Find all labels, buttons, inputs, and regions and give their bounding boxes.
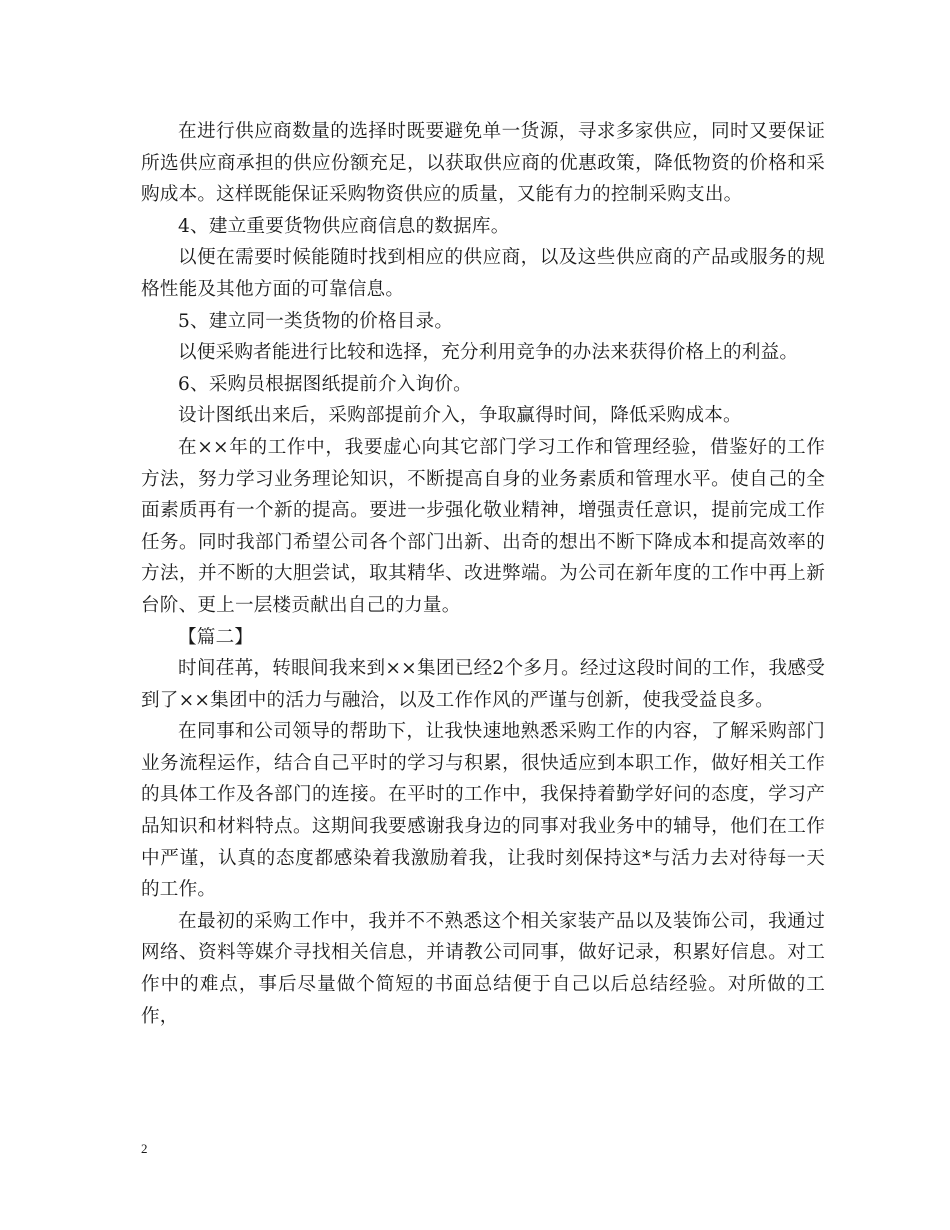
paragraph-initial-procurement: 在最初的采购工作中，我并不不熟悉这个相关家装产品以及装饰公司，我通过网络、资料等媒介寻找相关信息，并请教公司同事，做好记录，积累好信息。对工作中的难点，事后尽量做个简短的书面总结便于自己以后总结经验。对所做的工作，: [141, 910, 825, 1027]
paragraph-item-6-body: 设计图纸出来后，采购部提前介入，争取赢得时间，降低采购成本。: [178, 405, 742, 427]
section-heading-part-two: 【篇二】: [178, 626, 254, 648]
paragraph-time-flies: 时间荏苒，转眼间我来到××集团已经2个多月。经过这段时间的工作，我感受到了××集团中的活力与融洽，以及工作作风的严谨与创新，使我受益良多。: [141, 658, 825, 711]
page-number: 2: [141, 1141, 148, 1156]
paragraph-item-4-heading: 4、建立重要货物供应商信息的数据库。: [178, 215, 510, 237]
document-body: [141, 116, 825, 1032]
paragraph-supplier-quantity: 在进行供应商数量的选择时既要避免单一货源，寻求多家供应，同时又要保证所选供应商承担的供应份额充足，以获取供应商的优惠政策，降低物资的价格和采购成本。这样既能保证采购物资供应的质量，又能有力的控制采购支出。: [141, 121, 825, 206]
paragraph-year-plan: 在××年的工作中，我要虚心向其它部门学习工作和管理经验，借鉴好的工作方法，努力学习业务理论知识，不断提高自身的业务素质和管理水平。使自己的全面素质再有一个新的提高。要进一步强化敬业精神，增强责任意识，提前完成工作任务。同时我部门希望公司各个部门出新、出奇的想出不断下降成本和提高效率的方法，并不断的大胆尝试，取其精华、改进弊端。为公司在新年度的工作中再上新台阶、更上一层楼贡献出自己的力量。: [141, 436, 825, 616]
paragraph-item-5-heading: 5、建立同一类货物的价格目录。: [178, 310, 454, 332]
paragraph-item-5-body: 以便采购者能进行比较和选择，充分利用竞争的办法来获得价格上的利益。: [178, 342, 799, 364]
paragraph-item-6-heading: 6、采购员根据图纸提前介入询价。: [178, 373, 472, 395]
paragraph-item-4-body: 以便在需要时候能随时找到相应的供应商，以及这些供应商的产品或服务的规格性能及其他方面的可靠信息。: [141, 247, 825, 300]
paragraph-colleague-help: 在同事和公司领导的帮助下，让我快速地熟悉采购工作的内容，了解采购部门业务流程运作，结合自己平时的学习与积累，很快适应到本职工作，做好相关工作的具体工作及各部门的连接。在平时的工作中，我保持着勤学好问的态度，学习产品知识和材料特点。这期间我要感谢我身边的同事对我业务中的辅导，他们在工作中严谨，认真的态度都感染着我激励着我，让我时刻保持这*与活力去对待每一天的工作。: [141, 721, 825, 901]
